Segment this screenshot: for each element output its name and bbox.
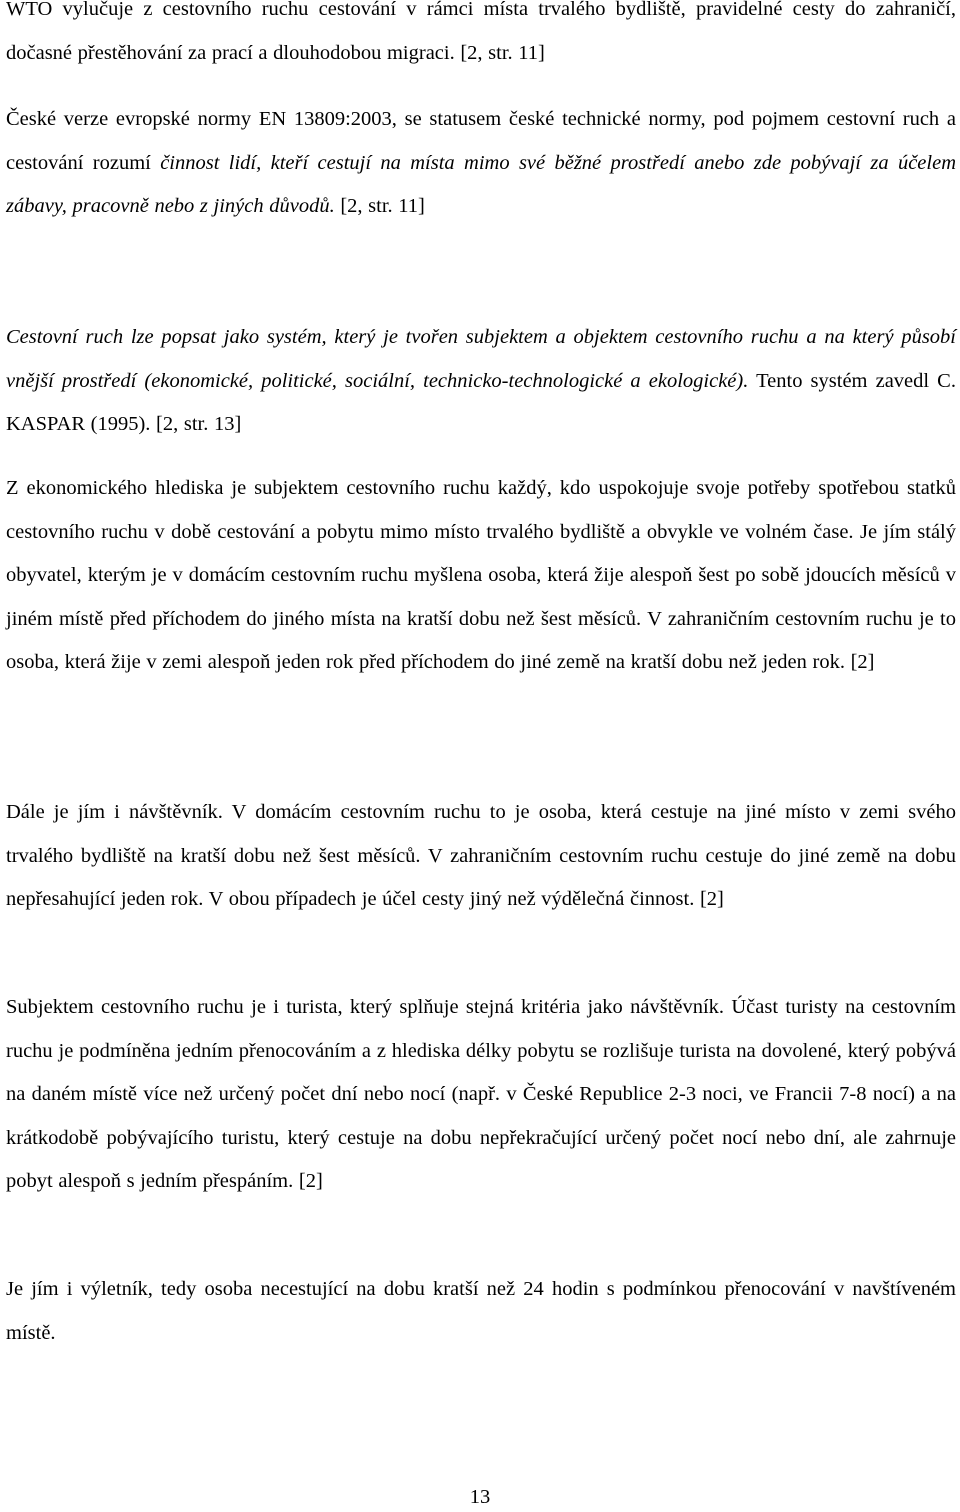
citation: Tento systém zavedl C. KASPAR (1995). [2, str. 13] xyxy=(6,369,956,436)
paragraph-text: České verze evropské normy EN 13809:2003, se statusem české technické normy, pod pojmem cestovní ruch a cestování rozumí xyxy=(6,108,956,174)
italic-definition: Cestovní ruch lze popsat jako systém, který je tvořen subjektem a objektem cestovního ruchu a na který působí vnější prostředí (ekonomické, politické, sociální, technicko-technologické a ekologické). xyxy=(6,326,956,392)
page-number: 13 xyxy=(469,1486,491,1508)
paragraph-tourism-system xyxy=(6,316,956,447)
citation: [2, str. 11] xyxy=(334,195,425,218)
paragraph-text: Subjektem cestovního ruchu je i turista, který splňuje stejná kritéria jako návštěvník. Účast turisty na cestovním ruchu je podmíněna jedním přenocováním a z hlediska délky pobytu se rozlišuje turista na dovolené, který pobývá na daném místě více než určený počet dní nebo nocí (např. v České Republice 2-3 noci, ve Francii 7-8 nocí) a na krátkodobě pobývajícího turistu, který cestuje na dobu nepřekračující určený počet nocí nebo dní, ale zahrnuje pobyt alespoň s jedním přespáním. [2] xyxy=(6,996,956,1193)
paragraph-text: Z ekonomického hlediska je subjektem cestovního ruchu každý, kdo uspokojuje svoje potřeby spotřebou statků cestovního ruchu v době cestování a pobytu mimo místo trvalého bydliště a obvykle ve volném čase. Je jím stálý obyvatel, kterým je v domácím cestovním ruchu myšlena osoba, která žije alespoň šest po sobě jdoucích měsíců v jiném místě před příchodem do jiného místa na kratší dobu než šest měsíců. V zahraničním cestovním ruchu je to osoba, která žije v zemi alespoň jeden rok před příchodem do jiné země na kratší dobu než jeden rok. [2] xyxy=(6,477,956,674)
paragraph-text: WTO vylučuje z cestovního ruchu cestování v rámci místa trvalého bydliště, pravidelné cesty do zahraničí, dočasné přestěhování za prací a dlouhodobou migraci. [2, str. 11] xyxy=(6,0,956,64)
paragraph-excursionist xyxy=(6,1268,956,1355)
paragraph-economic-subject xyxy=(6,467,956,685)
paragraph-wto-exclusions xyxy=(6,0,956,75)
paragraph-norm-definition xyxy=(6,98,956,229)
paragraph-tourist xyxy=(6,986,956,1204)
paragraph-text: Je jím i výletník, tedy osoba necestující na dobu kratší než 24 hodin s podmínkou přenocování v navštíveném místě. xyxy=(6,1278,956,1344)
paragraph-text: Dále je jím i návštěvník. V domácím cestovním ruchu to je osoba, která cestuje na jiné místo v zemi svého trvalého bydliště na kratší dobu než šest měsíců. V zahraničním cestovním ruchu cestuje do jiné země na dobu nepřesahující jeden rok. V obou případech je účel cesty jiný než výdělečná činnost. [2] xyxy=(6,801,956,911)
italic-definition: činnost lidí, kteří cestují na místa mimo své běžné prostředí anebo zde pobývají za účelem zábavy, pracovně nebo z jiných důvodů. xyxy=(6,151,956,218)
paragraph-visitor xyxy=(6,791,956,922)
